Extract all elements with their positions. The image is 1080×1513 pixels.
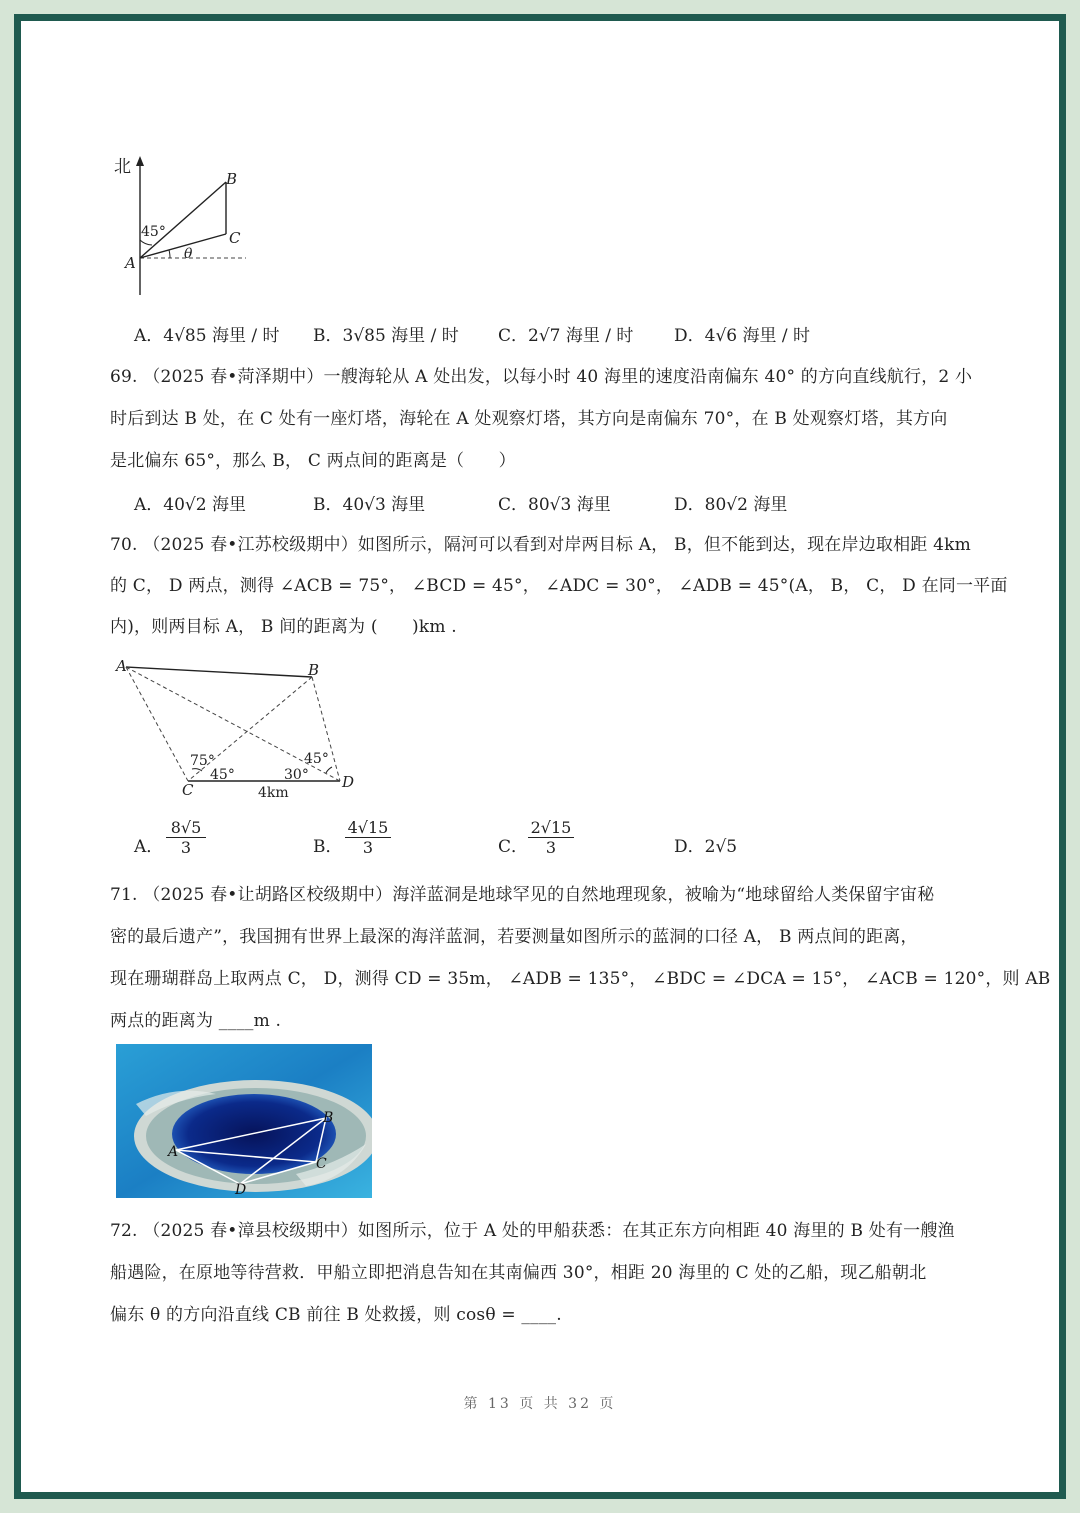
q69-line-3: 是北偏东 65°，那么 B， C 两点间的距离是（ ） [110, 451, 516, 471]
q70-line-1: 70. （2025 春•江苏校级期中）如图所示，隔河可以看到对岸两目标 A， B，但不能到达，现在岸边取相距 4km [110, 535, 971, 555]
fig70-distance: 4km [258, 785, 289, 801]
q70-line-2: 的 C， D 两点，测得 ∠ACB = 75°， ∠BCD = 45°， ∠ADC = 30°， ∠ADB = 45°(A， B， C， D 在同一平面 [110, 576, 1008, 596]
figure-68-diagram [108, 150, 258, 300]
q71-line-3: 现在珊瑚群岛上取两点 C， D，测得 CD = 35m， ∠ADB = 135°， ∠BDC = ∠DCA = 15°， ∠ACB = 120°，则 AB [110, 969, 1051, 989]
q72-line-2: 船遇险，在原地等待营救．甲船立即把消息告知在其南偏西 30°，相距 20 海里的 C 处的乙船，现乙船朝北 [110, 1263, 927, 1283]
photo-label-b: B [323, 1110, 334, 1126]
q69-option-c: C．80√3 海里 [498, 495, 611, 515]
q68-option-a: A．4√85 海里 / 时 [134, 326, 280, 346]
photo-label-a: A [168, 1144, 179, 1160]
q69-option-d: D．80√2 海里 [674, 495, 788, 515]
fig70-angle-75: 75° [190, 753, 215, 769]
q69-line-1: 69. （2025 春•菏泽期中）一艘海轮从 A 处出发，以每小时 40 海里的速度沿南偏东 40° 的方向直线航行，2 小 [110, 367, 973, 387]
q72-line-1: 72. （2025 春•漳县校级期中）如图所示，位于 A 处的甲船获悉：在其正东方向相距 40 海里的 B 处有一艘渔 [110, 1221, 955, 1241]
q69-option-a: A．40√2 海里 [134, 495, 246, 515]
fig70-label-b: B [308, 661, 320, 679]
q68-option-b: B．3√85 海里 / 时 [313, 326, 459, 346]
q70-line-3: 内)，则两目标 A， B 间的距离为 ( )km . [110, 617, 457, 637]
fig70-label-c: C [182, 781, 194, 799]
photo-label-d: D [235, 1182, 247, 1198]
q68-option-d: D．4√6 海里 / 时 [674, 326, 811, 346]
fig68-label-a: A [125, 254, 136, 272]
fig68-north-label: 北 [114, 157, 131, 177]
page-footer: 第 13 页 共 32 页 [463, 1396, 617, 1412]
fig70-angle-45-d: 45° [304, 751, 329, 767]
fig70-angle-45-c: 45° [210, 767, 235, 783]
fig70-angle-30: 30° [284, 767, 309, 783]
fig70-label-d: D [342, 773, 355, 791]
q71-line-4: 两点的距离为 ____m . [110, 1011, 282, 1031]
q71-line-1: 71. （2025 春•让胡路区校级期中）海洋蓝洞是地球罕见的自然地理现象，被喻为“地球留给人类保留宇宙秘 [110, 885, 935, 905]
document-page: 北 B C A 45° θ A．4√85 海里 / 时 B．3√85 海里 / 时 C．2√7 海里 / 时 D．4√6 海里 / 时 69. （2025 春•菏泽期中）一艘海轮从 A 处出发，以每小时 40 海里的速度沿南偏东 40° 的方向直线航行，2 小 时后到达 B 处，在 C 处有一座灯塔，海轮在 A 处观察灯塔，其方向是南偏东 70°，在 B 处观察灯塔，其方向 是北偏东 65°，那么 B， C 两点间的距离是（ ） A．40√2 海里 B．40√3 海里 C．80√3 海里 D．80√2 海里 70. （2025 春•江苏校级期中）如图所示，隔河可以看到对岸两目标 A， B，但不能到达，现在岸边取相距 4km 的 C， D 两点，测得 ∠ACB = 75°， ∠BCD = 45°， ∠ADC = 30°， ∠ADB = 45°(A， B， C， D 在同一平面 内)，则两目标 A， B 间的距离为 ( )km . A B C D 75° 45° 30° 45° 4km A． 8√5 3 B． 4√15 3 C． 2√15 3 D．2√5 71. （2025 春•让胡路区校级期中）海洋蓝洞是地球罕见的自然地理现象，被喻为“地球留给人类保留宇宙秘 密的最后遗产”，我国拥有世界上最深的海洋蓝洞，若要测量如图所示的蓝洞的口径 A， B 两点间的距离， 现在珊瑚群岛上取两点 C， D，测得 CD = 35m， ∠ADB = 135°， ∠BDC = ∠DCA = 15°， ∠ACB = 120°，则 AB 两点的距离为 ____m . A B C D 72. （2025 春•漳县校级期中）如图所示，位于 A 处的甲船获悉：在其正东方向相距 40 海里的 B 处有一艘渔 船遇险，在原地等待营救．甲船立即把消息告知在其南偏西 30°，相距 20 海里的 C 处的乙船，现乙船朝北 偏东 θ 的方向沿直线 CB 前往 B 处救援，则 cosθ = ____. 第 13 页 共 32 页 [0, 0, 1080, 1513]
fig68-label-b: B [226, 170, 238, 188]
blue-hole-photo [116, 1044, 372, 1198]
fig70-label-a: A [116, 657, 127, 675]
fig68-label-c: C [229, 229, 241, 247]
photo-label-c: C [316, 1156, 327, 1172]
q69-option-b: B．40√3 海里 [313, 495, 426, 515]
q72-line-3: 偏东 θ 的方向沿直线 CB 前往 B 处救援，则 cosθ = ____. [110, 1305, 562, 1325]
fig68-angle-45: 45° [141, 224, 166, 240]
figure-70-diagram [112, 655, 362, 805]
q71-line-2: 密的最后遗产”，我国拥有世界上最深的海洋蓝洞，若要测量如图所示的蓝洞的口径 A， B 两点间的距离， [110, 927, 918, 947]
q69-line-2: 时后到达 B 处，在 C 处有一座灯塔，海轮在 A 处观察灯塔，其方向是南偏东 70°，在 B 处观察灯塔，其方向 [110, 409, 948, 429]
fig68-angle-theta: θ [184, 246, 193, 262]
q68-option-c: C．2√7 海里 / 时 [498, 326, 634, 346]
q70-option-d: D．2√5 [674, 837, 738, 857]
